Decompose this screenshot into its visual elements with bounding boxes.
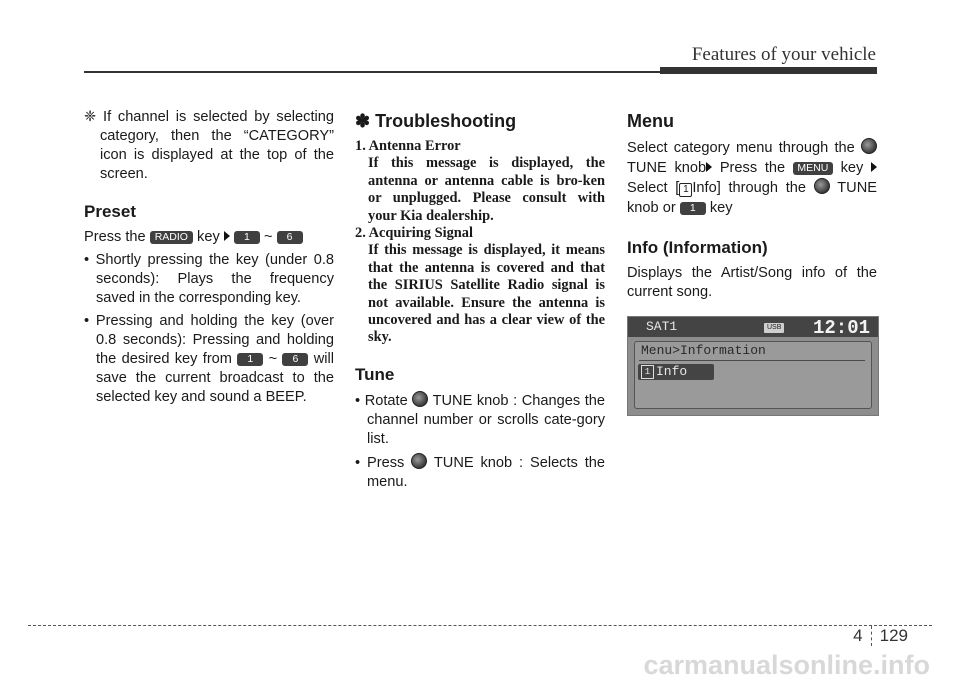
display-menu-panel [634,341,872,409]
tune-heading: Tune [355,364,395,384]
info-text: Displays the Artist/Song info of the current song. [627,265,877,300]
page-number [853,626,908,646]
preset-instruction [84,228,334,247]
troubleshooting-symbol-icon: ✽ [355,111,371,131]
text: ~ [268,351,278,367]
category-note [84,108,334,184]
text: key [197,229,220,245]
chapter-number: 4 [853,626,871,646]
preset-key-6-icon: 6 [282,353,308,366]
note-text: If channel is selected by selecting category, then the “CATEGORY” icon is displayed at the top of the screen. [100,109,334,182]
radio-key-icon: RADIO [150,231,193,244]
column-right [627,108,877,416]
text: TUNE knob : Selects the menu. [367,454,606,490]
acquiring-signal-title: 2. Acquiring Signal [355,225,473,242]
list-item: • Shortly pressing the key (under 0.8 seconds): Plays the frequency saved in the corresponding key. [84,252,335,306]
acquiring-signal-body: If this message is displayed, it means that the antenna is covered and that the SIRIUS Satellite Radio signal is not available. Ensure the antenna is uncovered and has a clear view of the sky. [368,242,605,346]
preset-key-1-icon: 1 [680,202,706,215]
usb-badge: USB [764,323,784,333]
preset-key-1-icon: 1 [237,353,263,366]
text: Info] through the [692,180,807,196]
list-item: • Press TUNE knob : Selects the menu. [355,454,606,490]
text: TUNE knob or [627,180,877,216]
arrow-right-icon [224,231,230,241]
preset-heading: Preset [84,202,136,221]
bullet-short-press: Shortly pressing the key (under 0.8 seconds): Plays the frequency saved in the corresponding key. [95,252,335,306]
list-item: • Rotate TUNE knob : Changes the channel number or scrolls cate-gory list. [355,392,605,447]
text: Press the [84,229,146,245]
text: Rotate [364,392,408,409]
tune-knob-icon [814,178,830,194]
arrow-right-icon [706,162,712,172]
arrow-right-icon [871,162,877,172]
antenna-error-body: If this message is displayed, the antenna or antenna cable is bro-ken or unplugged. Please consult with your Kia dealership. [368,155,605,224]
column-middle [355,108,605,496]
radio-display-screenshot [627,316,879,416]
footer-rule [28,625,932,626]
text: Select [ [627,180,680,196]
text: Select category menu through the [627,140,855,156]
text: TUNE knob [627,160,707,176]
header-rule [84,71,660,73]
display-menu-title: Menu>Information [641,343,766,358]
menu-heading: Menu [627,111,674,131]
text: Troubleshooting [375,111,517,131]
menu-instruction [627,138,877,218]
column-left [84,108,334,411]
tune-knob-icon [411,453,427,469]
display-menu-divider [639,360,865,361]
text: key [840,160,864,176]
bullet-long-press-b: will save the current broadcast to the selected key and sound a BEEP. [96,351,335,405]
list-item: • Pressing and holding the key (over 0.8 seconds): Pressing and holding the desired key from 1 ~ 6 will save the current broadcast to the selected key and sound a BEEP. [84,313,335,405]
text: TUNE knob : Changes the channel number or scrolls cate-gory list. [367,392,605,447]
header-title: Features of your vehicle [691,44,876,65]
header-rule-accent [660,67,877,74]
text: Info [656,364,688,379]
number-1-icon: 1 [679,183,692,197]
antenna-error-title: 1. Antenna Error [355,138,461,154]
troubleshooting-heading [355,111,605,132]
preset-key-6-icon: 6 [277,231,303,244]
text: ~ [263,229,273,245]
text: Press the [719,160,786,176]
tune-knob-icon [861,138,877,154]
menu-key-icon: MENU [793,162,833,175]
display-channel: SAT1 [646,319,678,334]
bullet-long-press-a: Pressing and holding the key (over 0.8 seconds): Pressing and holding the desired key from [95,313,334,367]
text: Press [367,454,405,471]
note-symbol-icon: ❈ [84,109,97,125]
info-heading: Info (Information) [627,238,768,257]
preset-key-1-icon: 1 [234,231,260,244]
display-clock: 12:01 [812,317,870,339]
number-1-icon: 1 [641,365,654,379]
display-menu-item-info [638,364,714,380]
page-number-value: 129 [879,626,908,645]
text: key [709,200,733,216]
watermark: carmanualsonline.info [643,650,930,680]
tune-knob-icon [412,391,428,407]
